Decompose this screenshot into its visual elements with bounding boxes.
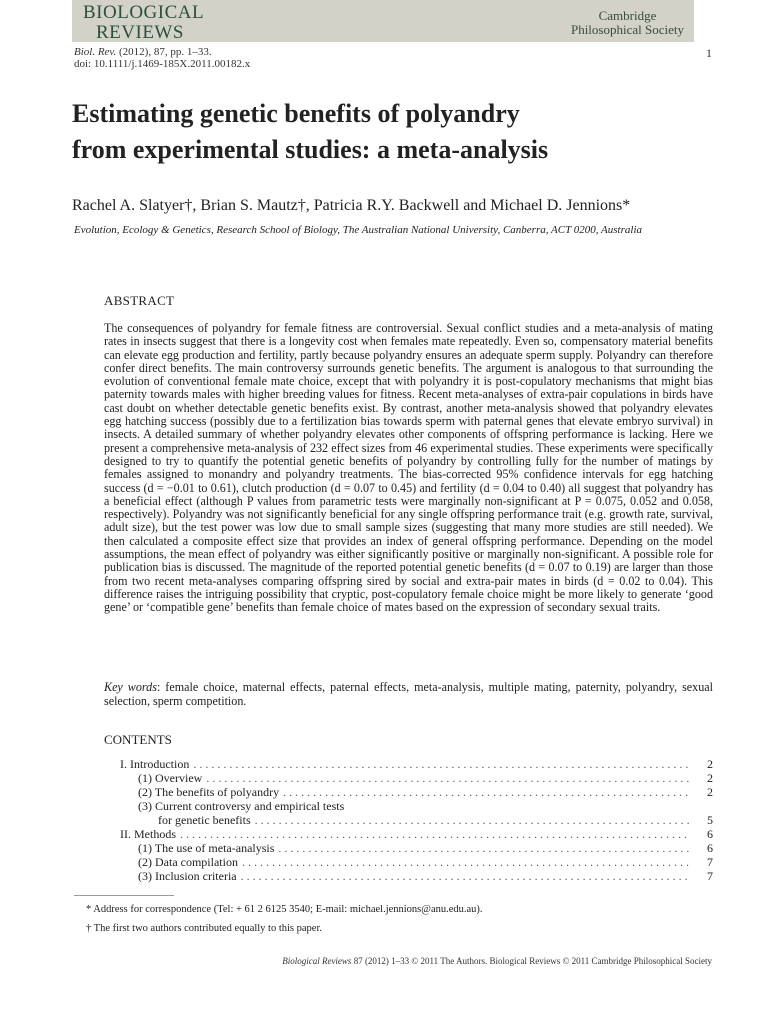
toc-entry[interactable] — [104, 785, 713, 799]
contents-heading: CONTENTS — [104, 732, 172, 747]
toc-entry[interactable] — [104, 757, 713, 771]
journal-logo — [83, 3, 204, 43]
footnote-equal-contribution: † The first two authors contributed equally to this paper. — [86, 923, 323, 934]
toc-entry-page: 2 — [707, 757, 713, 771]
abstract-heading: ABSTRACT — [104, 293, 175, 308]
toc-entry-label: (3) Inclusion criteria — [138, 869, 237, 883]
toc-entry[interactable] — [104, 827, 713, 841]
toc-entry-label: (2) The benefits of polyandry — [138, 785, 280, 799]
toc-entry-label: (1) The use of meta-analysis — [138, 841, 275, 855]
toc-entry[interactable] — [104, 841, 713, 855]
toc-entry-page: 5 — [707, 813, 713, 827]
citation-doi[interactable]: doi: 10.1111/j.1469-185X.2011.00182.x — [74, 58, 251, 70]
keywords — [104, 680, 713, 708]
abstract-text: The consequences of polyandry for female fitness are controversial. Sexual conflict studies and a meta-analysis of mating rates in insects suggest that there is a longevity cost when females mate repeatedly. Even so, compensatory material benefits can elevate egg production and fertility, partly because polyandry ensures an adequate sperm supply. Polyandry can therefore confer direct benefits. The main controversy surrounds genetic benefits. The argument is analogous to that surrounding the evolution of conventional female mate choice, except that with polyandry it is post-copulatory mechanisms that might bias paternity towards males with higher breeding values for fitness. Recent meta-analyses of extra-pair copulations in birds have cast doubt on whether detectable genetic benefits exist. By contrast, another meta-analysis showed that polyandry elevates egg hatching success (possibly due to a fertilization bias towards sperm with paternal genes that elevate embryo survival) in insects. A detailed summary of whether polyandry elevates other components of offspring performance is lacking. Here we present a comprehensive meta-analysis of 232 effect sizes from 46 experimental studies. These experiments were specifically designed to try to quantify the potential genetic benefits of polyandry by controlling fully for the number of matings by females assigned to monandry and polyandry treatments. The bias-corrected 95% confidence intervals for egg hatching success (d = −0.01 to 0.61), clutch production (d = 0.07 to 0.45) and fertility (d = 0.04 to 0.40) all suggest that polyandry has a beneficial effect (although P values from parametric tests were marginally non-significant at P = 0.075, 0.052 and 0.058, respectively). Polyandry was not significantly beneficial for any single offspring performance trait (e.g. growth rate, survival, adult size), but the test power was low due to small sample sizes (suggesting that many more studies are still needed). We then calculated a composite effect size that provides an index of general offspring performance. Depending on the model assumptions, the mean effect of polyandry was either significantly positive or marginally non-significant. A possible role for publication bias is discussed. The magnitude of the reported potential genetic benefits (d = 0.07 to 0.19) are larger than those from two recent meta-analyses comparing offspring sired by social and extra-pair mates in birds (d = 0.02 to 0.04). This difference raises the intriguing possibility that cryptic, post-copulatory female choice might be more likely to generate ‘good gene’ or ‘compatible gene’ benefits than female choice of mates based on the expression of secondary sexual traits. — [104, 321, 713, 615]
footer-journal: Biological Reviews — [282, 956, 352, 966]
toc-entry-page: 7 — [707, 869, 713, 883]
title-line2: from experimental studies: a meta-analysis — [72, 135, 549, 164]
society-line2: Philosophical Society — [570, 22, 684, 37]
toc-leader-dots — [283, 785, 689, 799]
toc-entry-page: 2 — [707, 785, 713, 799]
toc-entry-label: (2) Data compilation — [138, 855, 238, 869]
table-of-contents — [104, 757, 713, 883]
toc-entry[interactable] — [104, 813, 713, 827]
page-number: 1 — [706, 46, 712, 60]
toc-entry-page: 7 — [707, 855, 713, 869]
toc-leader-dots — [206, 771, 689, 785]
keywords-label: Key words — [104, 680, 157, 694]
toc-entry[interactable] — [104, 855, 713, 869]
toc-entry-label: (3) Current controversy and empirical tests — [138, 799, 345, 813]
keywords-text: : female choice, maternal effects, paternal effects, meta-analysis, multiple mating, paternity, polyandry, sexual selection, sperm competition. — [104, 680, 713, 708]
citation-journal: Biol. Rev. — [74, 46, 117, 58]
page-footer — [282, 956, 712, 966]
toc-entry-label: for genetic benefits — [158, 813, 251, 827]
toc-entry-page: 6 — [707, 827, 713, 841]
citation-volume: (2012), 87, pp. 1–33. — [116, 46, 212, 58]
footnote-correspondence: * Address for correspondence (Tel: + 61 2 6125 3540; E-mail: michael.jennions@anu.edu.au). — [86, 904, 483, 915]
journal-logo-line1: BIOLOGICAL — [83, 2, 205, 23]
paper-title — [72, 96, 712, 168]
footnote-divider — [74, 895, 174, 896]
society-line1: Cambridge — [598, 8, 657, 23]
toc-leader-dots — [278, 841, 689, 855]
toc-entry[interactable] — [104, 869, 713, 883]
toc-entry-page: 2 — [707, 771, 713, 785]
toc-leader-dots — [193, 757, 689, 771]
toc-entry-label: I. Introduction — [120, 757, 190, 771]
toc-entry[interactable] — [104, 799, 713, 813]
society-logo — [571, 9, 684, 37]
toc-leader-dots — [242, 855, 689, 869]
toc-entry-page: 6 — [707, 841, 713, 855]
toc-entry-label: (1) Overview — [138, 771, 203, 785]
title-line1: Estimating genetic benefits of polyandry — [72, 99, 520, 128]
toc-leader-dots — [180, 827, 689, 841]
toc-leader-dots — [241, 869, 689, 883]
journal-logo-line2: REVIEWS — [96, 22, 184, 43]
citation-block — [74, 46, 250, 70]
authors: Rachel A. Slatyer†, Brian S. Mautz†, Patricia R.Y. Backwell and Michael D. Jennions* — [72, 197, 631, 214]
toc-entry[interactable] — [104, 771, 713, 785]
toc-entry-label: II. Methods — [120, 827, 176, 841]
affiliation: Evolution, Ecology & Genetics, Research School of Biology, The Australian National University, Canberra, ACT 0200, Australia — [74, 224, 642, 236]
footer-copyright: 87 (2012) 1–33 © 2011 The Authors. Biological Reviews © 2011 Cambridge Philosophical Society — [351, 956, 712, 966]
toc-leader-dots — [255, 813, 689, 827]
